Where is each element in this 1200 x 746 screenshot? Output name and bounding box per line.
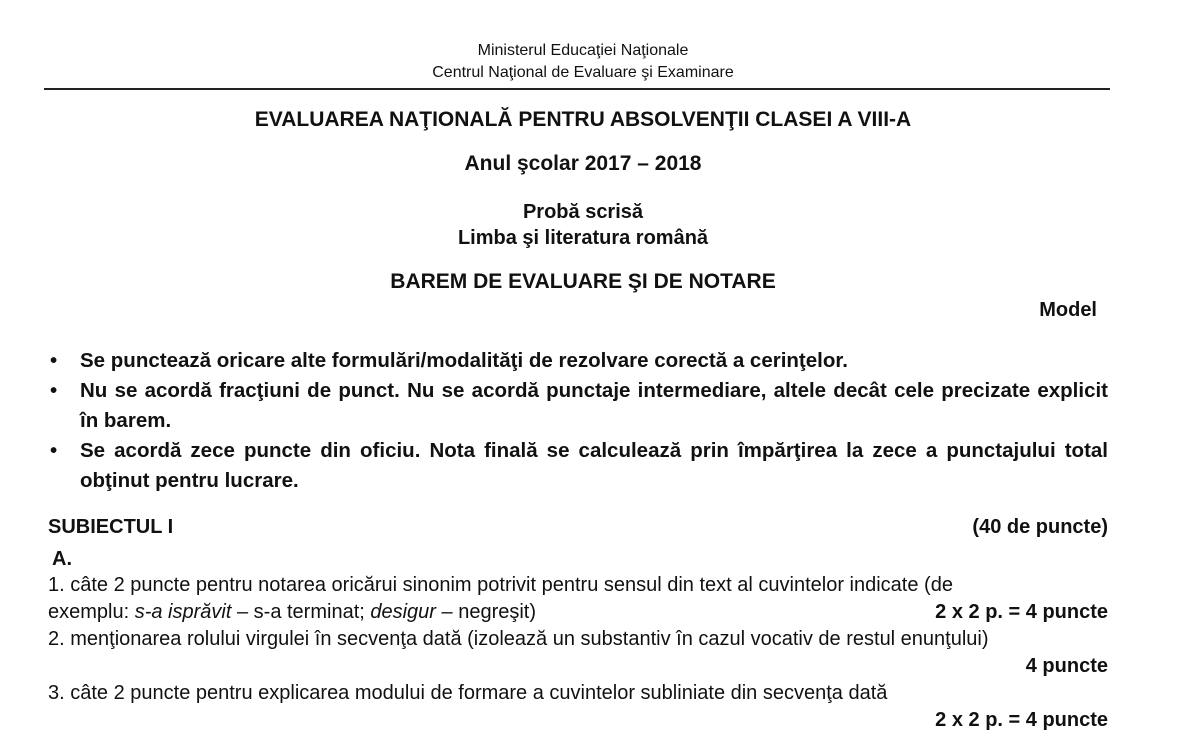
section-name: SUBIECTUL I: [48, 516, 174, 538]
rules-list: [48, 346, 1108, 496]
list-item: [48, 626, 1108, 680]
barem-title: BAREM DE EVALUARE ŞI DE NOTARE: [390, 270, 776, 293]
item-text: 2. menţionarea rolului virgulei în secvenţa dată (izolează un substantiv în cazul vocativ de restul enunţului): [48, 628, 989, 650]
list-item: [48, 572, 1108, 626]
items-list: [48, 572, 1108, 734]
bullet-icon: •: [50, 439, 58, 462]
item-score: 2 x 2 p. = 4 puncte: [935, 601, 1108, 623]
item-score: 2 x 2 p. = 4 puncte: [935, 709, 1108, 731]
page-cutoff: [48, 738, 1108, 746]
rule-item: • Se acordă zece puncte din oficiu. Nota finală se calculează prin împărţirea la zece a punctajului total obţinut pentru lucrare.: [48, 436, 1108, 496]
rule-item: • Nu se acordă fracţiuni de punct. Nu se acordă punctaje intermediare, altele decât cele precizate explicit în barem.: [48, 376, 1108, 436]
bullet-icon: •: [50, 349, 58, 372]
center-name: Centrul Naţional de Evaluare şi Examinare: [432, 64, 734, 81]
exam-type: [0, 199, 1166, 251]
item-text-line2: exemplu: s-a isprăvit – s-a terminat; desigur – negreşit) 2 x 2 p. = 4 puncte: [48, 599, 1108, 626]
subject-label: Limba şi literatura română: [457, 227, 709, 249]
school-year: Anul şcolar 2017 – 2018: [464, 152, 702, 175]
item-text: 3. câte 2 puncte pentru explicarea modului de formare a cuvintelor subliniate din secvenţa dată: [48, 682, 888, 704]
proba-label: Probă scrisă: [522, 201, 644, 223]
list-item: [48, 680, 1108, 734]
part-label: A.: [52, 548, 72, 570]
ministry-header: [0, 40, 1166, 84]
bullet-icon: •: [50, 379, 58, 402]
ministry-name: Ministerul Educaţiei Naţionale: [477, 42, 689, 59]
exam-title: EVALUAREA NAŢIONALĂ PENTRU ABSOLVENŢII CLASEI A VIII-A: [254, 108, 912, 131]
item-text: 1. câte 2 puncte pentru notarea oricărui sinonim potrivit pentru sensul din text al cuvintelor indicate (de: [48, 574, 953, 596]
header-divider: [44, 88, 1110, 90]
item-score: 4 puncte: [1025, 655, 1108, 677]
model-label: Model: [1039, 299, 1097, 321]
rule-item: • Se punctează oricare alte formulări/modalităţi de rezolvare corectă a cerinţelor.: [48, 346, 1108, 376]
section-points: (40 de puncte): [972, 516, 1108, 538]
